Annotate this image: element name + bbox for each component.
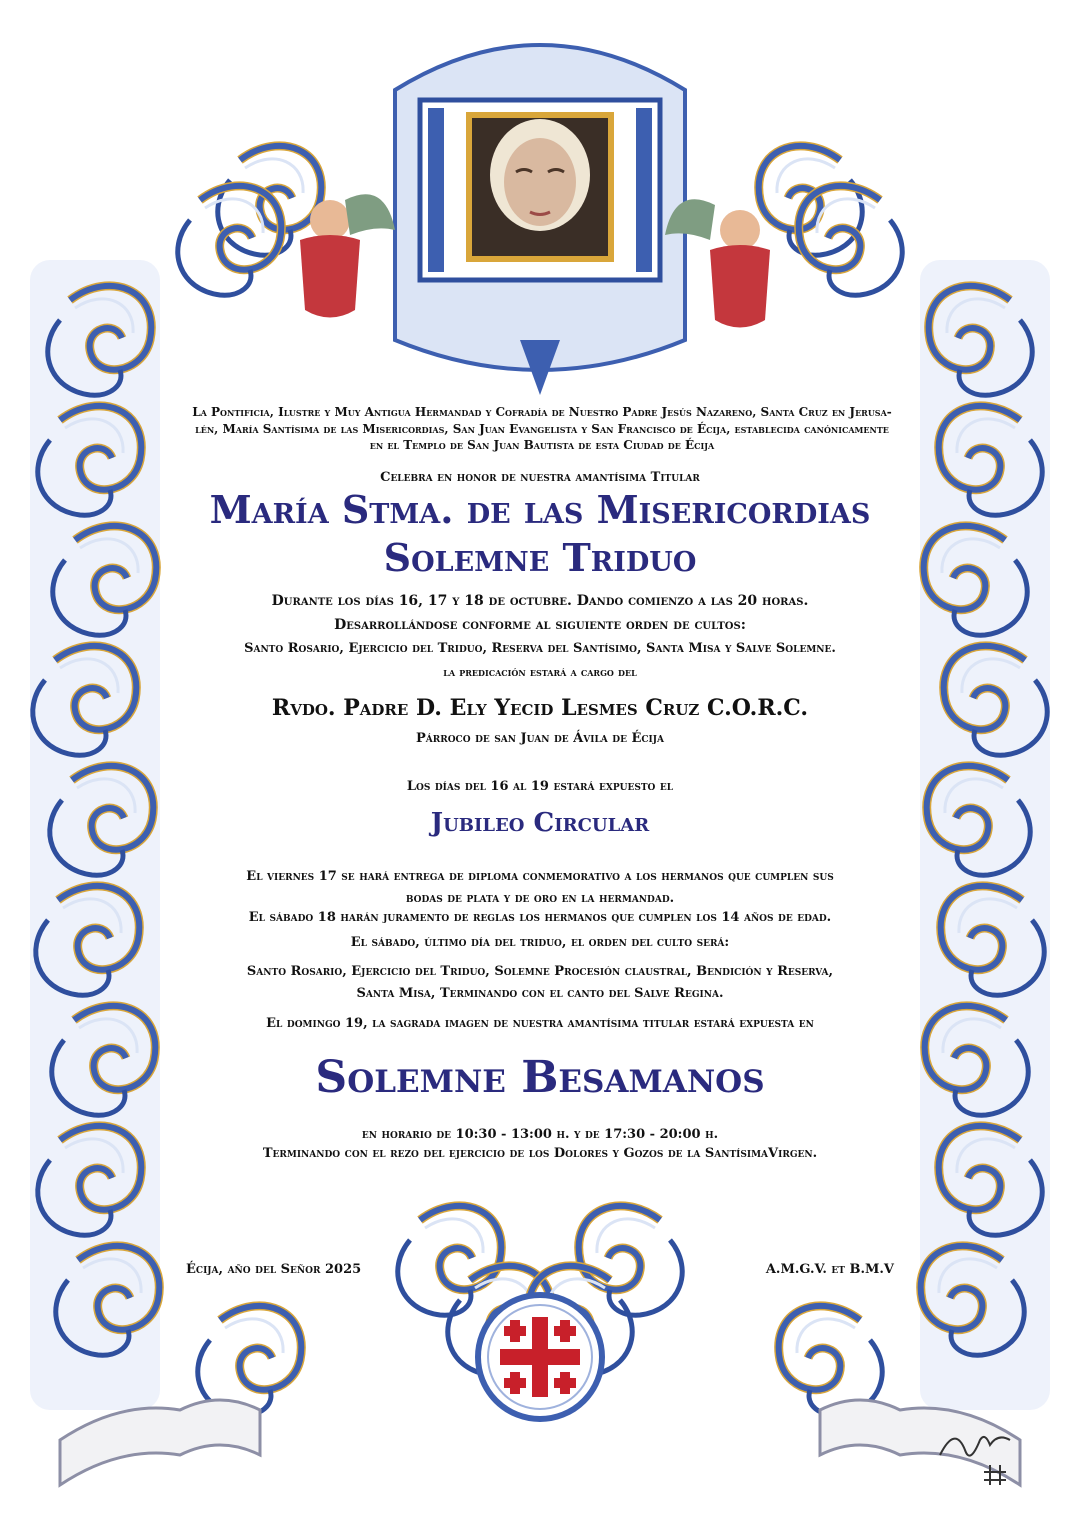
sabado-orden: El sábado, último día del triduo, el orden del culto será: <box>350 935 730 950</box>
top-ornament <box>178 45 902 395</box>
viernes-line-1: El viernes 17 se hará entrega de diploma conmemorativo a los hermanos que cumplen sus <box>246 869 834 884</box>
intro-line-2: lén, María Santísima de las Misericordias, San Juan Evangelista y San Francisco de Écija, establecida canónicamente <box>195 421 889 436</box>
jubileo-intro: Los días del 16 al 19 estará expuesto el <box>406 779 674 794</box>
besamanos-horario: en horario de 10:30 - 13:00 h. y de 17:30 - 20:00 h. <box>361 1127 719 1142</box>
sabado-cultos-line-2: Santa Misa, Terminando con el canto del Salve Regina. <box>356 986 724 1001</box>
triduo-title: Solemne Triduo <box>383 535 697 580</box>
intro-line-1: La Pontificia, Ilustre y Muy Antigua Hermandad y Cofradía de Nuestro Padre Jesús Nazareno, Santa Cruz en Jerusa- <box>192 405 892 419</box>
celebra-line: Celebra en honor de nuestra amantísima Titular <box>380 470 700 485</box>
domingo-notice: El domingo 19, la sagrada imagen de nuestra amantísima titular estará expuesta en <box>266 1016 814 1031</box>
order-of-worship: Santo Rosario, Ejercicio del Triduo, Reserva del Santísimo, Santa Misa y Salve Solemne. <box>244 641 836 656</box>
motto: A.M.G.V. et B.M.V <box>765 1262 894 1277</box>
jerusalem-cross-emblem <box>478 1295 602 1419</box>
triduo-dates: Durante los días 16, 17 y 18 de octubre. Dando comienzo a las 20 horas. <box>271 593 809 609</box>
preacher-name: Rvdo. Padre D. Ely Yecid Lesmes Cruz C.O.R.C. <box>271 695 809 721</box>
titular-title: María Stma. de las Misericordias <box>209 487 871 532</box>
place-year: Écija, año del Señor 2025 <box>186 1262 362 1277</box>
sabado-juramento: El sábado 18 harán juramento de reglas los hermanos que cumplen los 14 años de edad. <box>248 910 832 925</box>
virgin-portrait <box>466 112 614 262</box>
predicacion-line: la predicación estará a cargo del <box>443 665 637 679</box>
besamanos-title: Solemne Besamanos <box>315 1052 765 1103</box>
jubileo-title: Jubileo Circular <box>430 808 650 838</box>
besamanos-final: Terminando con el rezo del ejercicio de los Dolores y Gozos de la SantísimaVirgen. <box>262 1146 818 1161</box>
right-ornament-border <box>920 260 1050 1410</box>
order-intro: Desarrollándose conforme al siguiente orden de cultos: <box>334 617 746 633</box>
viernes-line-2: bodas de plata y de oro en la hermandad. <box>405 891 675 906</box>
left-ornament-border <box>30 260 160 1410</box>
preacher-role: Párroco de san Juan de Ávila de Écija <box>416 731 664 746</box>
sabado-cultos <box>170 961 910 1005</box>
left-angel <box>300 194 395 317</box>
viernes-notice <box>175 866 905 910</box>
brotherhood-intro <box>172 404 912 454</box>
sabado-cultos-line-1: Santo Rosario, Ejercicio del Triduo, Solemne Procesión claustral, Bendición y Reserva, <box>246 964 834 979</box>
intro-line-3: en el Templo de San Juan Bautista de esta Ciudad de Écija <box>369 438 715 452</box>
